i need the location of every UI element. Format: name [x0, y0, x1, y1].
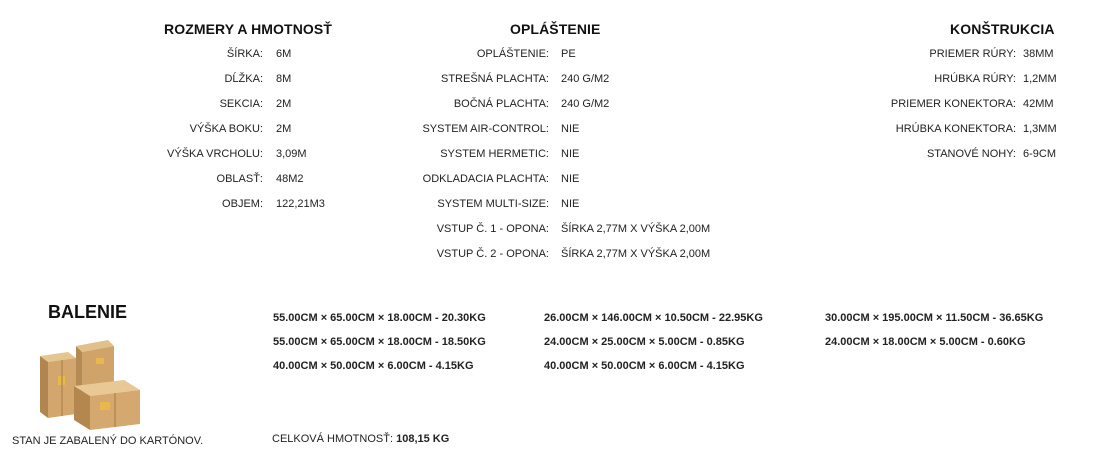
dimensions-row-label: DĹŽKA:: [224, 73, 263, 85]
package-item: 26.00CM × 146.00CM × 10.50CM - 22.95KG: [544, 312, 763, 324]
cardboard-boxes-icon: [38, 336, 144, 432]
total-weight-value: 108,15 KG: [396, 433, 450, 445]
dimensions-row-value: 48M2: [276, 173, 304, 185]
cover-row-label: SYSTEM AIR-CONTROL:: [422, 123, 549, 135]
construction-row-label: PRIEMER RÚRY:: [929, 48, 1016, 60]
cover-row-value: 240 G/M2: [561, 98, 610, 110]
cover-row-value: 240 G/M2: [561, 73, 610, 85]
cover-row-label: SYSTEM MULTI-SIZE:: [437, 198, 549, 210]
construction-row-label: HRÚBKA RÚRY:: [934, 73, 1016, 85]
package-item: 40.00CM × 50.00CM × 6.00CM - 4.15KG: [273, 360, 474, 372]
dimensions-row-value: 6M: [276, 48, 292, 60]
dimensions-row-value: 3,09M: [276, 148, 307, 160]
cover-row-value: ŠÍRKA 2,77M X VÝŠKA 2,00M: [561, 248, 711, 260]
dimensions-row-label: VÝŠKA BOKU:: [189, 123, 263, 135]
construction-row-label: PRIEMER KONEKTORA:: [890, 98, 1016, 110]
dimensions-row-label: OBLASŤ:: [216, 173, 263, 185]
dimensions-row-label: ŠÍRKA:: [226, 48, 263, 60]
package-item: 24.00CM × 18.00CM × 5.00CM - 0.60KG: [825, 336, 1026, 348]
construction-heading: KONŠTRUKCIA: [950, 21, 1055, 37]
construction-row-label: HRÚBKA KONEKTORA:: [895, 123, 1016, 135]
construction-row-value: 1,3MM: [1023, 123, 1057, 135]
dimensions-row-label: VÝŠKA VRCHOLU:: [167, 148, 263, 160]
package-item: 40.00CM × 50.00CM × 6.00CM - 4.15KG: [544, 360, 745, 372]
packaging-heading: BALENIE: [48, 302, 128, 322]
dimensions-row-value: 122,21M3: [276, 198, 325, 210]
cover-row-value: PE: [561, 48, 576, 60]
package-item: 55.00CM × 65.00CM × 18.00CM - 20.30KG: [273, 312, 486, 324]
cover-row-label: VSTUP Č. 1 - OPONA:: [436, 223, 549, 235]
cover-row-label: SYSTEM HERMETIC:: [440, 148, 549, 160]
package-item: 24.00CM × 25.00CM × 5.00CM - 0.85KG: [544, 336, 745, 348]
total-weight: [272, 433, 449, 445]
construction-row-value: 6-9CM: [1023, 148, 1057, 160]
cover-row-label: BOČNÁ PLACHTA:: [453, 98, 549, 110]
construction-row-value: 42MM: [1023, 98, 1054, 110]
cover-row-label: VSTUP Č. 2 - OPONA:: [436, 248, 549, 260]
dimensions-row-label: OBJEM:: [222, 198, 263, 210]
dimensions-row-label: SEKCIA:: [219, 98, 263, 110]
package-item: 30.00CM × 195.00CM × 11.50CM - 36.65KG: [825, 312, 1044, 324]
total-weight-label: CELKOVÁ HMOTNOSŤ:: [272, 433, 394, 445]
cover-row-label: STREŠNÁ PLACHTA:: [441, 73, 549, 85]
construction-row-value: 38MM: [1023, 48, 1054, 60]
dimensions-row-value: 2M: [276, 98, 292, 110]
dimensions-row-value: 8M: [276, 73, 292, 85]
packaging-caption: STAN JE ZABALENÝ DO KARTÓNOV.: [12, 435, 204, 447]
package-item: 55.00CM × 65.00CM × 18.00CM - 18.50KG: [273, 336, 486, 348]
dimensions-heading: ROZMERY A HMOTNOSŤ: [164, 21, 332, 37]
cover-row-label: ODKLADACIA PLACHTA:: [422, 173, 549, 185]
cover-row-value: NIE: [561, 198, 580, 210]
cover-row-value: ŠÍRKA 2,77M X VÝŠKA 2,00M: [561, 223, 711, 235]
dimensions-row-value: 2M: [276, 123, 292, 135]
cover-row-value: NIE: [561, 123, 580, 135]
cover-row-value: NIE: [561, 148, 580, 160]
cover-heading: OPLÁŠTENIE: [510, 21, 601, 37]
construction-row-label: STANOVÉ NOHY:: [926, 148, 1016, 160]
cover-row-value: NIE: [561, 173, 580, 185]
cover-row-label: OPLÁŠTENIE:: [476, 48, 549, 60]
construction-row-value: 1,2MM: [1023, 73, 1057, 85]
